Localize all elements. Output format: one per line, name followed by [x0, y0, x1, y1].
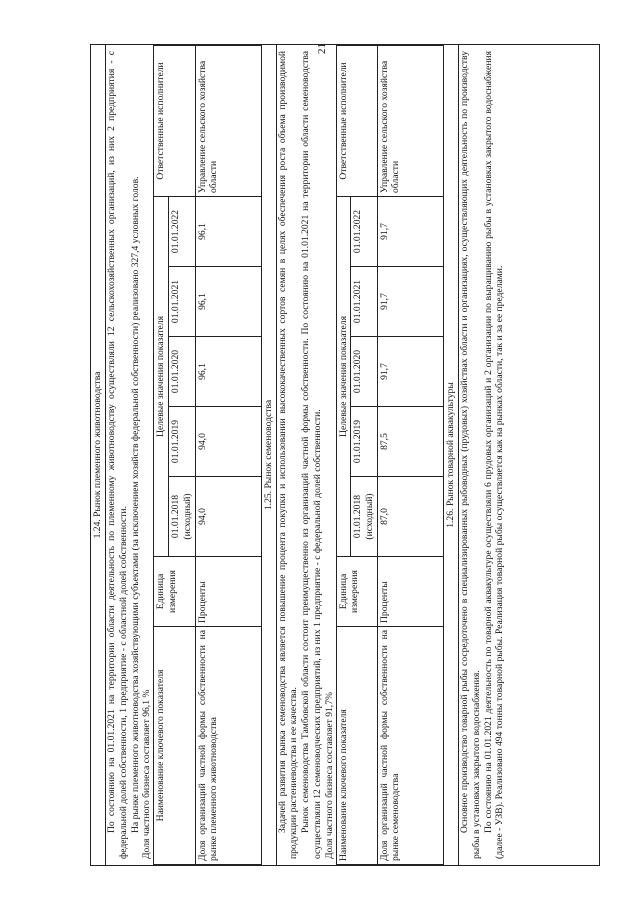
livestock-row-value: 96,1 [195, 337, 261, 407]
section-title-seeds: 1.25. Рынок семеноводства [262, 45, 277, 865]
seeds-row-value: 91,7 [377, 267, 443, 337]
livestock-row-value: 96,1 [195, 267, 261, 337]
livestock-paragraph-1: По состоянию на 01.01.2021 на территории области деятельность по племенному животноводству осуществляли 12 сельскохозяйственных организаций, из них 2 предприятия - с федеральной долей собственности, 1 предприятие - с областной долей собственности. [106, 51, 129, 859]
seeds-col-name-header: Наименование ключевого показателя [336, 627, 377, 865]
seeds-row-value: 91,7 [377, 337, 443, 407]
seeds-year-header: 01.01.2022 [351, 196, 378, 266]
seeds-year-header: 01.01.2021 [351, 267, 378, 337]
section-title-aquaculture: 1.26. Рынок товарной аквакультуры [444, 45, 459, 865]
livestock-table [153, 45, 261, 865]
seeds-year-header: 01.01.2018 (исходный) [351, 477, 378, 557]
livestock-row-unit: Проценты [195, 557, 261, 627]
seeds-row-value: 91,7 [377, 196, 443, 266]
livestock-row-resp: Управление сельского хозяйства области [195, 46, 261, 197]
page-number: 21 [316, 43, 328, 54]
seeds-row-value: 87,0 [377, 477, 443, 557]
livestock-row-value: 94,0 [195, 477, 261, 557]
aquaculture-paragraph-2: По состоянию на 01.01.2021 деятельность по товарной аквакультуре осуществляли 6 прудовых организаций и 2 организации по выращиванию рыбы в установках закрытого водоснабжения (далее - УЗВ). Реализовано 494 тонны товарной рыбы. Реализация товарной рыбы осуществляется как на рынках области, так и за ее пределами. [482, 51, 506, 859]
livestock-year-header: 01.01.2020 [168, 337, 195, 407]
livestock-year-header: 01.01.2019 [168, 407, 195, 477]
seeds-col-unit-header: Единица измерения [336, 557, 377, 627]
seeds-row-name: Доля организаций частной формы собственности на рынке семеноводства [377, 627, 443, 865]
livestock-year-header: 01.01.2018 (исходный) [168, 477, 195, 557]
livestock-paragraph-2: На рынке племенного животноводства хозяйствующими субъектами (за исключением хозяйств федеральной собственности) реализовано 327,4 условных голов. [129, 176, 141, 833]
seeds-row-unit: Проценты [377, 557, 443, 627]
seeds-paragraph-1: Задачей развития рынка семеноводства является повышение процента покупки и использовании высококачественных сортов семян в целях обеспечения роста объема производимой продукции растениеводства и ее качества. [276, 51, 300, 859]
seeds-share-note: Доля частного бизнеса составляет 91,7% [323, 692, 335, 859]
seeds-row-value: 87,5 [377, 407, 443, 477]
seeds-year-header: 01.01.2019 [351, 407, 378, 477]
aquaculture-paragraph-1: Основное производство товарной рыбы сосредоточено в специализированных рыбоводных (прудовых) хозяйствах области и организациях, осуществляющих деятельность по производству рыбы в установках закрытого водоснабжения. [458, 51, 482, 859]
livestock-col-resp-header: Ответственные исполнители [154, 46, 195, 197]
rotated-page-content [90, 44, 600, 866]
livestock-col-targets-header: Целевые значения показателя [154, 196, 169, 556]
seeds-col-resp-header: Ответственные исполнители [336, 46, 377, 197]
document-frame [90, 44, 600, 866]
livestock-col-unit-header: Единица измерения [154, 557, 195, 627]
seeds-row-resp: Управление сельского хозяйства области [377, 46, 443, 197]
livestock-col-name-header: Наименование ключевого показателя [154, 627, 195, 865]
livestock-share-note: Доля частного бизнеса составляет 96,1 % [141, 689, 153, 859]
seeds-paragraph-2: Рынок семеноводства Тамбовской области состоит преимущественно из организаций частной формы собственности. По состоянию на 01.01.2021 на территории области семеноводства осуществляли 12 семеноводческих предприятий, из них 1 предприятие - с федеральной долей собственности. [300, 51, 323, 859]
livestock-row-value: 96,1 [195, 196, 261, 266]
seeds-year-header: 01.01.2020 [351, 337, 378, 407]
seeds-col-targets-header: Целевые значения показателя [336, 196, 351, 556]
livestock-year-header: 01.01.2022 [168, 196, 195, 266]
livestock-row-value: 94,0 [195, 407, 261, 477]
livestock-row-name: Доля организаций частной формы собственности на рынке племенного животноводства [195, 627, 261, 865]
seeds-table [336, 45, 444, 865]
livestock-year-header: 01.01.2021 [168, 267, 195, 337]
section-title-livestock: 1.24. Рынок племенного животноводства [91, 45, 106, 865]
